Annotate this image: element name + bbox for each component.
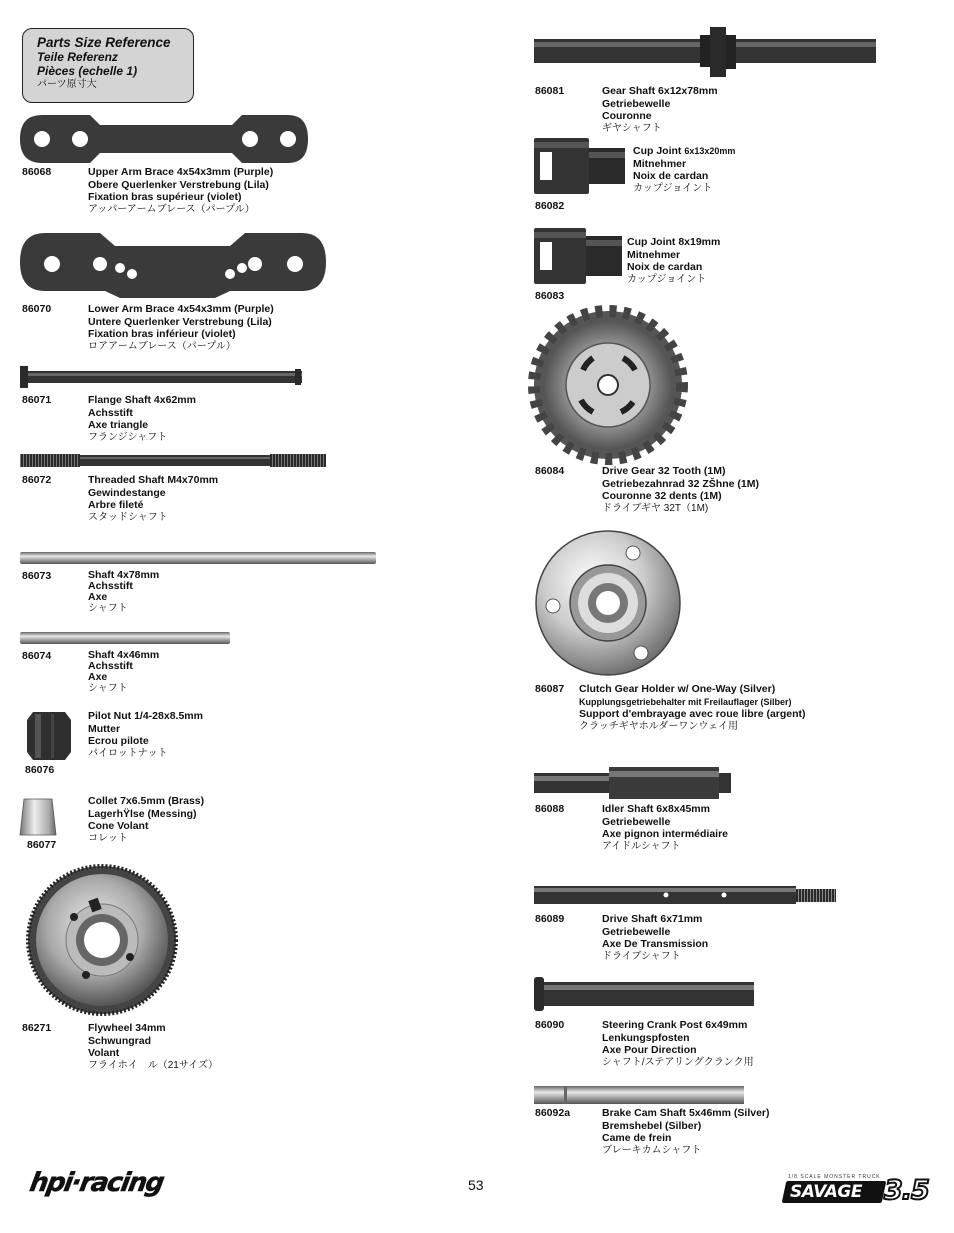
part-number-86077: 86077 (27, 839, 57, 851)
ref-title-fr: Pièces (echelle 1) (37, 64, 138, 78)
part-name-de: Getriebewelle (602, 925, 671, 938)
part-number-86082: 86082 (535, 200, 565, 212)
part-number-86090: 86090 (535, 1019, 565, 1031)
part-name-en: Cup Joint 6x13x20mm (633, 145, 736, 157)
flywheel-image (20, 865, 184, 1015)
part-name-jp: ギヤシャフト (602, 122, 662, 134)
cup-joint-8x19-image (534, 228, 626, 286)
shaft-78mm-image (20, 551, 380, 565)
part-name-fr: Arbre fileté (88, 499, 144, 511)
part-name-fr: Couronne 32 dents (1M) (602, 490, 722, 502)
part-number-86074: 86074 (22, 650, 52, 662)
part-name-jp: パイロットナット (88, 747, 168, 759)
part-name-en: Brake Cam Shaft 5x46mm (Silver) (602, 1107, 770, 1119)
ref-title-de: Teile Referenz (37, 50, 118, 64)
part-name-de: Lenkungspfosten (602, 1031, 690, 1044)
part-name-jp: ブレーキカムシャフト (602, 1144, 702, 1156)
part-name-fr: Came de frein (602, 1132, 672, 1144)
lower-arm-brace-image (20, 228, 330, 298)
part-desc-86090 (602, 1019, 754, 1069)
part-name-en: Lower Arm Brace 4x54x3mm (Purple) (88, 303, 274, 315)
part-number-86083: 86083 (535, 290, 565, 302)
part-name-jp: アッパーアームブレース（パープル） (88, 203, 255, 215)
part-number-86088: 86088 (535, 803, 565, 815)
part-desc-86074 (88, 650, 159, 694)
part-name-en: Shaft 4x78mm (88, 569, 160, 581)
part-name-de: Achsstift (88, 406, 133, 419)
part-name-fr: Axe (88, 591, 108, 603)
part-number-86092a: 86092a (535, 1107, 571, 1119)
idler-shaft-image (534, 767, 734, 801)
part-name-de: Mitnehmer (633, 157, 687, 170)
part-desc-86073 (88, 570, 159, 614)
part-name-jp: シャフト/ステアリングクランク用 (602, 1056, 754, 1068)
part-name-jp: スタッドシャフト (88, 511, 168, 523)
part-name-jp: クラッチギヤホルダーワンウェイ用 (579, 720, 738, 732)
part-name-en: Steering Crank Post 6x49mm (602, 1019, 748, 1031)
part-number-86072: 86072 (22, 474, 52, 486)
part-name-fr: Axe De Transmission (602, 938, 709, 950)
part-number-86089: 86089 (535, 913, 565, 925)
part-name-de: Achsstift (88, 580, 133, 592)
steering-crank-post-image (534, 977, 759, 1013)
part-name-fr: Axe Pour Direction (602, 1044, 697, 1056)
part-name-fr: Noix de cardan (627, 261, 703, 273)
part-desc-86072 (88, 474, 218, 524)
part-name-de: LagerhŸlse (Messing) (88, 807, 197, 820)
part-name-de: Mutter (88, 722, 121, 735)
part-name-en: Collet 7x6.5mm (Brass) (88, 795, 205, 807)
part-desc-86076 (88, 710, 203, 760)
upper-arm-brace-image (20, 115, 310, 165)
shaft-46mm-image (20, 631, 235, 645)
part-number-86087: 86087 (535, 683, 565, 695)
part-desc-86088 (602, 803, 728, 853)
part-name-jp: アイドルシャフト (602, 840, 681, 852)
part-name-fr: Axe pignon intermédiaire (602, 828, 729, 840)
part-name-de: Bremshebel (Silber) (602, 1119, 702, 1132)
part-name-fr: Support d'embrayage avec roue libre (argent) (579, 708, 806, 720)
part-name-fr: Noix de cardan (633, 170, 709, 182)
part-name-jp: ドライブシャフト (602, 950, 681, 962)
part-name-de: Getriebewelle (602, 815, 671, 828)
pilot-nut-image (25, 710, 73, 762)
part-desc-86070 (88, 303, 274, 353)
part-name-jp: カップジョイント (627, 273, 707, 285)
part-size: 6x13x20mm (684, 146, 736, 156)
part-name-en: Drive Gear 32 Tooth (1M) (602, 465, 726, 477)
drive-gear-image (533, 310, 683, 460)
savage-logo-text: SAVAGE (790, 1182, 862, 1202)
part-number-86071: 86071 (22, 394, 52, 406)
part-name-en: Shaft 4x46mm (88, 649, 160, 661)
part-name-fr: Fixation bras supérieur (violet) (88, 191, 242, 203)
savage-logo-number: 3.5 (884, 1175, 929, 1206)
part-name-fr: Volant (88, 1047, 120, 1059)
part-name-de: Getriebezahnrad 32 ZŠhne (1M) (602, 477, 759, 490)
part-number-86073: 86073 (22, 570, 52, 582)
part-desc-86071 (88, 394, 196, 444)
part-name-en: Drive Shaft 6x71mm (602, 913, 703, 925)
parts-size-reference-box (22, 28, 194, 103)
part-desc-86089 (602, 913, 708, 963)
part-desc-86083 (627, 236, 720, 286)
cup-joint-6x13x20-image (534, 138, 629, 196)
ref-title-jp: パーツ原寸大 (37, 79, 97, 90)
part-name-de: Schwungrad (88, 1034, 152, 1047)
clutch-gear-holder-image (533, 528, 683, 678)
part-name-fr: Cone Volant (88, 820, 149, 832)
part-desc-86087 (579, 683, 806, 733)
part-name-en: Idler Shaft 6x8x45mm (602, 803, 710, 815)
part-name-jp: シャフト (88, 603, 128, 614)
part-name-de: Obere Querlenker Verstrebung (Lila) (88, 178, 269, 191)
part-name-de: Mitnehmer (627, 248, 681, 261)
part-desc-86092a (602, 1107, 770, 1157)
part-name-en: Upper Arm Brace 4x54x3mm (Purple) (88, 166, 274, 178)
savage-logo-subtitle: 1/8 SCALE MONSTER TRUCK (788, 1174, 881, 1180)
ref-title-en: Parts Size Reference (37, 35, 171, 50)
part-name-jp: カップジョイント (633, 182, 713, 194)
part-number-86070: 86070 (22, 303, 52, 315)
part-name-fr: Axe (88, 671, 108, 683)
part-number-86271: 86271 (22, 1022, 52, 1034)
part-name-jp: ドライブギヤ 32T（1M) (602, 502, 709, 514)
part-desc-86084 (602, 465, 759, 515)
part-number-86068: 86068 (22, 166, 52, 178)
part-desc-86271 (88, 1022, 218, 1072)
collet-image (20, 797, 60, 837)
part-desc-86081 (602, 85, 718, 135)
part-name-fr: Couronne (602, 110, 652, 122)
part-name-jp: ロアアームブレース（パープル） (88, 340, 236, 352)
part-number-86076: 86076 (25, 764, 55, 776)
part-name-en: Cup Joint 8x19mm (627, 236, 721, 248)
part-name-de: Untere Querlenker Verstrebung (Lila) (88, 315, 272, 328)
part-name-en: Threaded Shaft M4x70mm (88, 474, 219, 486)
part-name-en: Flywheel 34mm (88, 1022, 166, 1034)
part-name-de: Achsstift (88, 660, 133, 672)
part-desc-86082 (633, 145, 735, 195)
hpi-racing-logo: hpi·racing (27, 1168, 166, 1198)
page-number: 53 (468, 1177, 484, 1193)
gear-shaft-image (534, 27, 879, 79)
part-name-de: Kupplungsgetriebehalter mit Freilauflager (Silber) (579, 696, 792, 707)
part-name-en: Flange Shaft 4x62mm (88, 394, 196, 406)
part-name-de: Getriebewelle (602, 97, 671, 110)
part-name-fr: Ecrou pilote (88, 735, 149, 747)
part-name-de: Gewindestange (88, 486, 166, 499)
part-name-en: Clutch Gear Holder w/ One-Way (Silver) (579, 683, 776, 695)
brake-cam-shaft-image (534, 1084, 749, 1106)
drive-shaft-image (534, 884, 839, 908)
part-number-86081: 86081 (535, 85, 565, 97)
part-name-jp: シャフト (88, 683, 128, 694)
part-name-en: Pilot Nut 1/4-28x8.5mm (88, 710, 203, 722)
part-name-fr: Axe triangle (88, 419, 149, 431)
flange-shaft-image (20, 366, 305, 390)
part-name-jp: フランジシャフト (88, 431, 168, 443)
part-name-jp: フライホイ ル（21サイズ） (88, 1059, 219, 1071)
part-name-fr: Fixation bras inférieur (violet) (88, 328, 236, 340)
part-desc-86077 (88, 795, 204, 845)
part-name-jp: コレット (88, 832, 128, 844)
savage-logo (784, 1174, 929, 1208)
part-name-en: Gear Shaft 6x12x78mm (602, 85, 718, 97)
threaded-shaft-image (20, 452, 330, 470)
part-desc-86068 (88, 166, 273, 216)
part-number-86084: 86084 (535, 465, 565, 477)
